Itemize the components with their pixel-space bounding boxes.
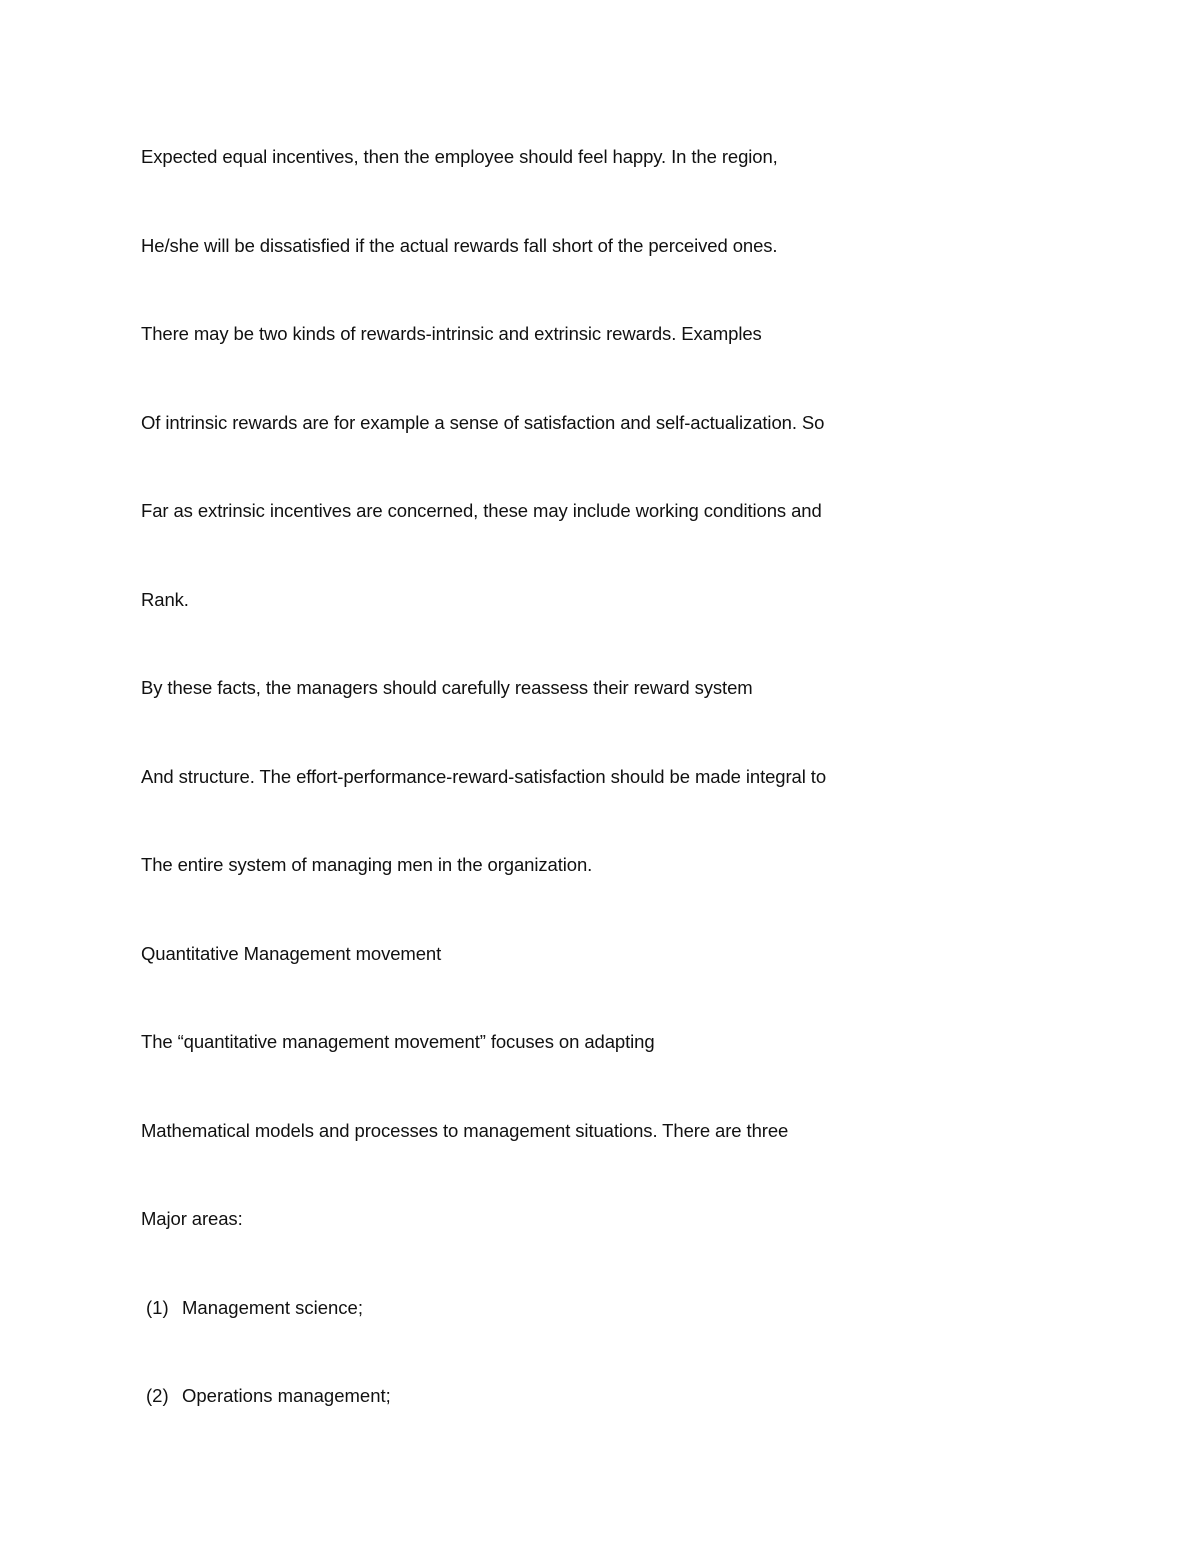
list-item-text: Management science; xyxy=(182,1296,363,1318)
text-line: Mathematical models and processes to management situations. There are three xyxy=(141,1119,789,1141)
list-item xyxy=(141,1293,1101,1382)
text-line: Of intrinsic rewards are for example a sense of satisfaction and self-actualization. So xyxy=(141,411,825,433)
section-heading: Quantitative Management movement xyxy=(141,942,442,964)
text-line: Rank. xyxy=(141,588,189,610)
list-marker: (2) xyxy=(146,1385,169,1406)
text-line: Expected equal incentives, then the employee should feel happy. In the region, xyxy=(141,146,778,167)
text-line: There may be two kinds of rewards-intrinsic and extrinsic rewards. Examples xyxy=(141,323,762,344)
list-item xyxy=(141,1381,1101,1470)
text-line: By these facts, the managers should carefully reassess their reward system xyxy=(141,677,753,698)
text-line: And structure. The effort-performance-reward-satisfaction should be made integral to xyxy=(141,765,827,787)
list-marker: (1) xyxy=(146,1296,169,1318)
document-body xyxy=(141,142,1101,1470)
text-line: Major areas: xyxy=(141,1208,243,1229)
text-line: Far as extrinsic incentives are concerned, these may include working conditions and xyxy=(141,500,822,521)
list-item-text: Operations management; xyxy=(182,1385,391,1406)
text-line: He/she will be dissatisfied if the actual rewards fall short of the perceived ones. xyxy=(141,234,778,256)
text-line: The “quantitative management movement” focuses on adapting xyxy=(141,1031,655,1052)
text-line: The entire system of managing men in the organization. xyxy=(141,854,593,875)
